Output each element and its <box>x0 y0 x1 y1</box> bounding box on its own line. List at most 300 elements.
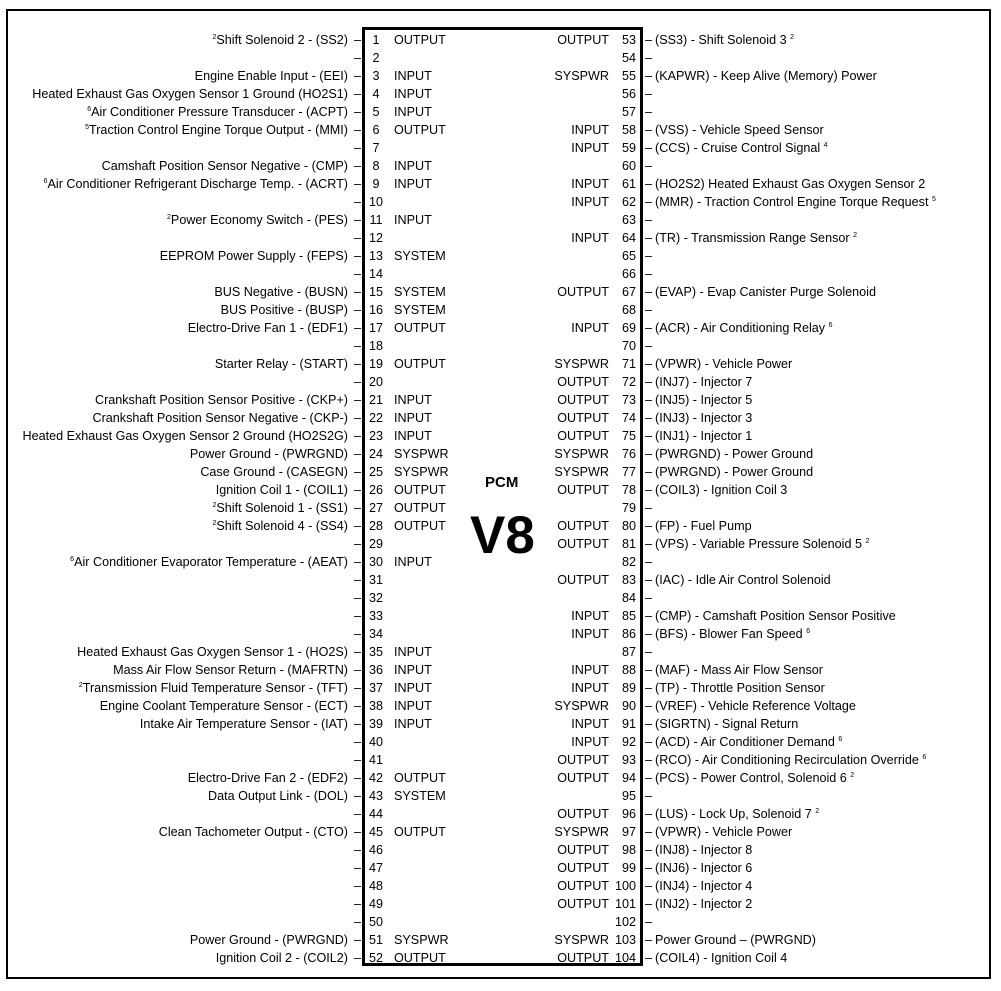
right-pin-description-text: (INJ4) - Injector 4 <box>655 879 753 893</box>
pin-row <box>0 355 1001 373</box>
right-pin-description-text: (PWRGND) - Power Ground <box>655 465 814 479</box>
right-pin-direction: OUTPUT <box>557 537 609 551</box>
pin-row <box>0 859 1001 877</box>
left-pin-lead: – <box>354 699 362 713</box>
left-pin-direction: INPUT <box>394 717 432 731</box>
right-pin-description-text: (EVAP) - Evap Canister Purge Solenoid <box>655 285 876 299</box>
left-pin-description <box>208 787 348 805</box>
left-pin-direction: SYSTEM <box>394 789 446 803</box>
right-pin-description-text: (HO2S2) Heated Exhaust Gas Oxygen Sensor 2 <box>655 177 926 191</box>
left-pin-lead: – <box>354 933 362 947</box>
left-pin-description-text: Case Ground - (CASEGN) <box>200 465 348 479</box>
left-pin-lead: – <box>354 195 362 209</box>
right-pin-number: 104 <box>614 951 636 965</box>
right-pin-direction: INPUT <box>571 681 609 695</box>
right-pin-number: 92 <box>621 735 636 749</box>
left-pin-lead: – <box>354 771 362 785</box>
left-pin-number: 10 <box>369 195 384 209</box>
left-pin-direction: INPUT <box>394 177 432 191</box>
left-pin-direction: OUTPUT <box>394 483 446 497</box>
footnote-marker: 2 <box>850 772 855 779</box>
right-pin-lead: – <box>645 609 653 623</box>
right-pin-description <box>655 859 752 877</box>
left-pin-description-text: Data Output Link - (DOL) <box>208 789 348 803</box>
right-pin-number: 100 <box>614 879 636 893</box>
footnote-marker: 2 <box>815 808 820 815</box>
left-pin-number: 47 <box>369 861 384 875</box>
right-pin-number: 70 <box>621 339 636 353</box>
left-pin-number: 14 <box>369 267 384 281</box>
footnote-marker: 2 <box>865 538 870 545</box>
right-pin-direction: INPUT <box>571 627 609 641</box>
right-pin-number: 89 <box>621 681 636 695</box>
right-pin-description-text: (INJ6) - Injector 6 <box>655 861 753 875</box>
left-pin-description-text: Ignition Coil 2 - (COIL2) <box>215 951 348 965</box>
left-pin-description-text: Camshaft Position Sensor Negative - (CMP) <box>101 159 348 173</box>
left-pin-direction: OUTPUT <box>394 123 446 137</box>
right-pin-description-text: (VREF) - Vehicle Reference Voltage <box>655 699 856 713</box>
left-pin-number: 1 <box>372 33 380 47</box>
right-pin-direction: OUTPUT <box>557 861 609 875</box>
left-pin-description <box>87 103 348 121</box>
right-pin-direction: OUTPUT <box>557 519 609 533</box>
right-pin-number: 65 <box>621 249 636 263</box>
right-pin-description-text: (PWRGND) - Power Ground <box>655 447 814 461</box>
pin-row <box>0 265 1001 283</box>
left-pin-description-text: BUS Positive - (BUSP) <box>220 303 348 317</box>
right-pin-number: 66 <box>621 267 636 281</box>
right-pin-direction: INPUT <box>571 195 609 209</box>
left-pin-direction: SYSTEM <box>394 303 446 317</box>
pin-row <box>0 823 1001 841</box>
left-pin-description <box>95 391 348 409</box>
right-pin-lead: – <box>645 303 653 317</box>
left-pin-description <box>102 157 348 175</box>
right-pin-number: 80 <box>621 519 636 533</box>
right-pin-number: 62 <box>621 195 636 209</box>
left-pin-number: 17 <box>369 321 384 335</box>
right-pin-direction: OUTPUT <box>557 375 609 389</box>
left-pin-description <box>93 409 348 427</box>
right-pin-description-text: (MAF) - Mass Air Flow Sensor <box>655 663 823 677</box>
right-pin-lead: – <box>645 123 653 137</box>
right-pin-number: 75 <box>621 429 636 443</box>
footnote-marker: 4 <box>823 142 828 149</box>
left-pin-description <box>212 499 348 517</box>
left-pin-number: 45 <box>369 825 384 839</box>
pin-row <box>0 121 1001 139</box>
right-pin-number: 101 <box>614 897 636 911</box>
left-pin-lead: – <box>354 951 362 965</box>
right-pin-direction: SYSPWR <box>554 933 609 947</box>
right-pin-direction: OUTPUT <box>557 285 609 299</box>
left-pin-number: 28 <box>369 519 384 533</box>
right-pin-lead: – <box>645 429 653 443</box>
right-pin-number: 68 <box>621 303 636 317</box>
right-pin-description <box>655 283 876 301</box>
right-pin-lead: – <box>645 501 653 515</box>
left-pin-lead: – <box>354 123 362 137</box>
left-pin-direction: SYSTEM <box>394 249 446 263</box>
left-pin-description <box>44 175 348 193</box>
left-pin-lead: – <box>354 735 362 749</box>
pin-row <box>0 661 1001 679</box>
left-pin-lead: – <box>354 87 362 101</box>
right-pin-description-text: (KAPWR) - Keep Alive (Memory) Power <box>655 69 877 83</box>
right-pin-number: 60 <box>621 159 636 173</box>
right-pin-description-text: (ACD) - Air Conditioner Demand <box>655 735 835 749</box>
right-pin-number: 76 <box>621 447 636 461</box>
right-pin-number: 77 <box>621 465 636 479</box>
left-pin-description <box>188 769 348 787</box>
left-pin-description-text: Intake Air Temperature Sensor - (IAT) <box>139 717 348 731</box>
left-pin-direction: SYSPWR <box>394 447 449 461</box>
pin-row <box>0 85 1001 103</box>
right-pin-description <box>655 139 828 157</box>
right-pin-description <box>655 751 926 769</box>
left-pin-number: 8 <box>372 159 380 173</box>
footnote-marker: 6 <box>70 556 75 563</box>
left-pin-lead: – <box>354 861 362 875</box>
right-pin-number: 59 <box>621 141 636 155</box>
right-pin-lead: – <box>645 465 653 479</box>
left-pin-direction: INPUT <box>394 681 432 695</box>
left-pin-number: 35 <box>369 645 384 659</box>
right-pin-description <box>655 679 825 697</box>
pin-row <box>0 31 1001 49</box>
right-pin-direction: OUTPUT <box>557 951 609 965</box>
footnote-marker: 6 <box>43 178 48 185</box>
left-pin-description <box>22 427 348 445</box>
left-pin-description-text: Clean Tachometer Output - (CTO) <box>158 825 348 839</box>
right-pin-direction: INPUT <box>571 717 609 731</box>
right-pin-lead: – <box>645 753 653 767</box>
left-pin-lead: – <box>354 537 362 551</box>
left-pin-number: 44 <box>369 807 384 821</box>
left-pin-description-text: Air Conditioner Refrigerant Discharge Temp. - (ACRT) <box>47 177 348 191</box>
right-pin-description <box>655 823 792 841</box>
right-pin-direction: OUTPUT <box>557 483 609 497</box>
right-pin-number: 55 <box>621 69 636 83</box>
right-pin-number: 84 <box>621 591 636 605</box>
left-pin-number: 16 <box>369 303 384 317</box>
left-pin-description <box>70 553 348 571</box>
left-pin-direction: OUTPUT <box>394 825 446 839</box>
pin-row <box>0 841 1001 859</box>
right-pin-direction: OUTPUT <box>557 393 609 407</box>
pin-row <box>0 157 1001 175</box>
right-pin-number: 73 <box>621 393 636 407</box>
pin-row <box>0 193 1001 211</box>
pin-row <box>0 931 1001 949</box>
right-pin-direction: OUTPUT <box>557 807 609 821</box>
pin-row <box>0 427 1001 445</box>
left-pin-number: 24 <box>369 447 384 461</box>
left-pin-description-text: Traction Control Engine Torque Output - (MMI) <box>89 123 348 137</box>
left-pin-lead: – <box>354 105 362 119</box>
pin-row <box>0 301 1001 319</box>
right-pin-description-text: (INJ7) - Injector 7 <box>655 375 753 389</box>
right-pin-description <box>655 805 819 823</box>
right-pin-direction: SYSPWR <box>554 357 609 371</box>
left-pin-number: 41 <box>369 753 384 767</box>
right-pin-direction: OUTPUT <box>557 411 609 425</box>
pin-row <box>0 283 1001 301</box>
left-pin-lead: – <box>354 159 362 173</box>
right-pin-description <box>655 571 831 589</box>
left-pin-number: 26 <box>369 483 384 497</box>
left-pin-number: 6 <box>372 123 380 137</box>
right-pin-number: 56 <box>621 87 636 101</box>
left-pin-description-text: Transmission Fluid Temperature Sensor - (TFT) <box>82 681 348 695</box>
right-pin-number: 58 <box>621 123 636 137</box>
pin-row <box>0 769 1001 787</box>
left-pin-lead: – <box>354 519 362 533</box>
right-pin-description <box>655 229 857 247</box>
left-pin-description <box>214 283 348 301</box>
left-pin-number: 7 <box>372 141 380 155</box>
left-pin-number: 22 <box>369 411 384 425</box>
right-pin-lead: – <box>645 879 653 893</box>
right-pin-lead: – <box>645 321 653 335</box>
left-pin-lead: – <box>354 303 362 317</box>
right-pin-description <box>655 409 752 427</box>
right-pin-number: 69 <box>621 321 636 335</box>
right-pin-description-text: (INJ5) - Injector 5 <box>655 393 753 407</box>
right-pin-number: 57 <box>621 105 636 119</box>
left-pin-number: 43 <box>369 789 384 803</box>
right-pin-direction: INPUT <box>571 663 609 677</box>
left-pin-direction: INPUT <box>394 645 432 659</box>
right-pin-lead: – <box>645 177 653 191</box>
right-pin-number: 67 <box>621 285 636 299</box>
pin-row <box>0 391 1001 409</box>
left-pin-description-text: Ignition Coil 1 - (COIL1) <box>215 483 348 497</box>
left-pin-description-text: Crankshaft Position Sensor Positive - (CKP+) <box>94 393 348 407</box>
right-pin-number: 53 <box>621 33 636 47</box>
left-pin-lead: – <box>354 51 362 65</box>
right-pin-description-text: (ACR) - Air Conditioning Relay <box>655 321 826 335</box>
right-pin-lead: – <box>645 195 653 209</box>
right-pin-description <box>655 895 752 913</box>
pin-row <box>0 607 1001 625</box>
pin-row <box>0 805 1001 823</box>
right-pin-number: 90 <box>621 699 636 713</box>
left-pin-direction: INPUT <box>394 699 432 713</box>
right-pin-lead: – <box>645 537 653 551</box>
right-pin-lead: – <box>645 681 653 695</box>
right-pin-lead: – <box>645 717 653 731</box>
left-pin-description <box>195 67 348 85</box>
left-pin-number: 23 <box>369 429 384 443</box>
right-pin-number: 83 <box>621 573 636 587</box>
right-pin-number: 95 <box>621 789 636 803</box>
pin-row <box>0 625 1001 643</box>
right-pin-description-text: (INJ8) - Injector 8 <box>655 843 753 857</box>
right-pin-number: 78 <box>621 483 636 497</box>
left-pin-lead: – <box>354 177 362 191</box>
right-pin-direction: SYSPWR <box>554 69 609 83</box>
right-pin-description <box>655 463 813 481</box>
left-pin-lead: – <box>354 717 362 731</box>
footnote-marker: 6 <box>87 106 92 113</box>
left-pin-number: 5 <box>372 105 380 119</box>
right-pin-description <box>655 661 823 679</box>
pin-row <box>0 175 1001 193</box>
right-pin-number: 82 <box>621 555 636 569</box>
left-pin-description-text: BUS Negative - (BUSN) <box>214 285 348 299</box>
left-pin-direction: OUTPUT <box>394 357 446 371</box>
right-pin-direction: INPUT <box>571 735 609 749</box>
right-pin-lead: – <box>645 213 653 227</box>
left-pin-number: 29 <box>369 537 384 551</box>
left-pin-description-text: Air Conditioner Pressure Transducer - (ACPT) <box>91 105 348 119</box>
left-pin-direction: INPUT <box>394 393 432 407</box>
right-pin-description <box>655 373 752 391</box>
left-pin-number: 21 <box>369 393 384 407</box>
pin-row <box>0 751 1001 769</box>
left-pin-direction: OUTPUT <box>394 951 446 965</box>
right-pin-lead: – <box>645 789 653 803</box>
right-pin-description-text: (IAC) - Idle Air Control Solenoid <box>655 573 831 587</box>
right-pin-number: 79 <box>621 501 636 515</box>
left-pin-lead: – <box>354 483 362 497</box>
right-pin-description <box>655 319 832 337</box>
left-pin-lead: – <box>354 879 362 893</box>
left-pin-direction: INPUT <box>394 69 432 83</box>
right-pin-number: 85 <box>621 609 636 623</box>
right-pin-description <box>655 355 792 373</box>
pin-row <box>0 49 1001 67</box>
left-pin-lead: – <box>354 231 362 245</box>
right-pin-description <box>655 445 813 463</box>
footnote-marker: 5 <box>85 124 90 131</box>
right-pin-description <box>655 607 896 625</box>
left-pin-description <box>190 445 348 463</box>
left-pin-lead: – <box>354 789 362 803</box>
right-pin-description-text: (VPS) - Variable Pressure Solenoid 5 <box>655 537 862 551</box>
left-pin-description <box>215 355 348 373</box>
left-pin-number: 49 <box>369 897 384 911</box>
right-pin-description <box>655 841 752 859</box>
left-pin-description-text: Electro-Drive Fan 2 - (EDF2) <box>187 771 348 785</box>
right-pin-description <box>655 625 810 643</box>
right-pin-description <box>655 193 936 211</box>
right-pin-direction: SYSPWR <box>554 699 609 713</box>
right-pin-lead: – <box>645 375 653 389</box>
right-pin-number: 97 <box>621 825 636 839</box>
pin-row <box>0 67 1001 85</box>
right-pin-direction: SYSPWR <box>554 447 609 461</box>
left-pin-number: 36 <box>369 663 384 677</box>
left-pin-lead: – <box>354 573 362 587</box>
right-pin-number: 61 <box>621 177 636 191</box>
right-pin-lead: – <box>645 357 653 371</box>
right-pin-direction: OUTPUT <box>557 429 609 443</box>
right-pin-lead: – <box>645 843 653 857</box>
pin-row <box>0 535 1001 553</box>
left-pin-lead: – <box>354 411 362 425</box>
left-pin-number: 42 <box>369 771 384 785</box>
left-pin-lead: – <box>354 357 362 371</box>
left-pin-description <box>100 697 348 715</box>
right-pin-number: 54 <box>621 51 636 65</box>
right-pin-description-text: (COIL4) - Ignition Coil 4 <box>655 951 788 965</box>
left-pin-number: 20 <box>369 375 384 389</box>
right-pin-lead: – <box>645 393 653 407</box>
right-pin-description-text: (VPWR) - Vehicle Power <box>655 825 793 839</box>
left-pin-description-text: Shift Solenoid 1 - (SS1) <box>216 501 348 515</box>
right-pin-lead: – <box>645 159 653 173</box>
pin-row <box>0 553 1001 571</box>
right-pin-lead: – <box>645 915 653 929</box>
left-pin-description <box>167 211 348 229</box>
right-pin-number: 103 <box>614 933 636 947</box>
left-pin-description <box>140 715 348 733</box>
left-pin-description <box>159 823 348 841</box>
right-pin-lead: – <box>645 51 653 65</box>
right-pin-lead: – <box>645 933 653 947</box>
right-pin-lead: – <box>645 825 653 839</box>
left-pin-lead: – <box>354 627 362 641</box>
left-pin-lead: – <box>354 321 362 335</box>
left-pin-direction: INPUT <box>394 213 432 227</box>
left-pin-description <box>200 463 348 481</box>
right-pin-description-text: (PCS) - Power Control, Solenoid 6 <box>655 771 847 785</box>
pin-row <box>0 247 1001 265</box>
right-pin-description <box>655 733 842 751</box>
left-pin-description <box>188 319 348 337</box>
right-pin-direction: OUTPUT <box>557 879 609 893</box>
pin-row <box>0 697 1001 715</box>
left-pin-description-text: Electro-Drive Fan 1 - (EDF1) <box>187 321 348 335</box>
right-pin-direction: OUTPUT <box>557 897 609 911</box>
left-pin-description-text: Power Ground - (PWRGND) <box>189 933 348 947</box>
left-pin-lead: – <box>354 285 362 299</box>
left-pin-lead: – <box>354 465 362 479</box>
right-pin-description <box>655 481 787 499</box>
footnote-marker: 2 <box>167 214 171 221</box>
left-pin-number: 52 <box>369 951 384 965</box>
right-pin-lead: – <box>645 411 653 425</box>
footnote-marker: 2 <box>853 232 857 239</box>
left-pin-description-text: Engine Enable Input - (EEI) <box>194 69 348 83</box>
right-pin-number: 88 <box>621 663 636 677</box>
left-pin-number: 25 <box>369 465 384 479</box>
right-pin-description <box>655 175 925 193</box>
footnote-marker: 6 <box>922 754 927 761</box>
engine-label: V8 <box>470 506 535 565</box>
right-pin-number: 71 <box>621 357 636 371</box>
pin-row <box>0 229 1001 247</box>
left-pin-lead: – <box>354 897 362 911</box>
left-pin-description <box>221 301 348 319</box>
left-pin-lead: – <box>354 681 362 695</box>
right-pin-lead: – <box>645 771 653 785</box>
right-pin-number: 87 <box>621 645 636 659</box>
right-pin-description <box>655 769 854 787</box>
left-pin-number: 15 <box>369 285 384 299</box>
right-pin-description-text: (LUS) - Lock Up, Solenoid 7 <box>655 807 812 821</box>
left-pin-direction: SYSPWR <box>394 465 449 479</box>
right-pin-lead: – <box>645 807 653 821</box>
right-pin-description <box>655 535 869 553</box>
left-pin-description <box>160 247 348 265</box>
left-pin-lead: – <box>354 591 362 605</box>
right-pin-description <box>655 427 752 445</box>
left-pin-description-text: Shift Solenoid 2 - (SS2) <box>216 33 348 47</box>
left-pin-number: 27 <box>369 501 384 515</box>
